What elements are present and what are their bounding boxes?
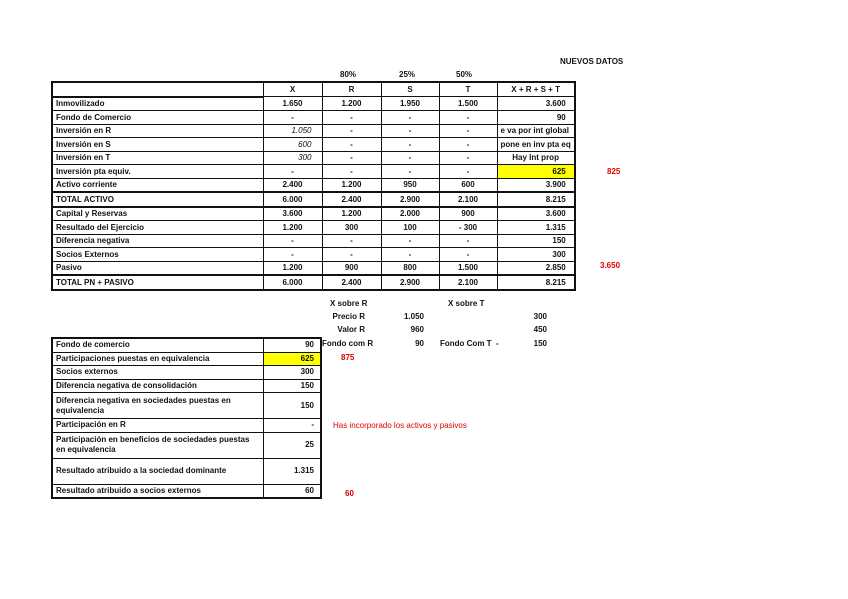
cell-t: 900	[439, 207, 497, 221]
calc-t-fondo: 150	[533, 339, 547, 348]
note-incorporado: Has incorporado los activos y pasivos	[333, 421, 467, 430]
cell-s: -	[381, 151, 439, 165]
cell-t: -	[439, 234, 497, 248]
cell-xrst: 8.215	[497, 275, 575, 290]
cell-x: 1.650	[263, 97, 322, 111]
row-label: Inversión en S	[52, 138, 263, 152]
summary-value: 150	[263, 393, 321, 419]
cell-s: 1.950	[381, 97, 439, 111]
table-row	[52, 234, 575, 248]
row-label: Activo corriente	[52, 178, 263, 192]
cell-xrst: 8.215	[497, 192, 575, 207]
cell-t: -	[439, 248, 497, 262]
summary-value: 1.315	[263, 458, 321, 484]
cell-s: -	[381, 234, 439, 248]
summary-value: 625	[263, 352, 321, 366]
table-row	[52, 261, 575, 275]
summary-label: Socios externos	[52, 366, 263, 380]
cell-x: -	[263, 165, 322, 179]
cell-t: 1.500	[439, 97, 497, 111]
calc-t-title: X sobre T	[448, 299, 485, 308]
cell-s: 800	[381, 261, 439, 275]
cell-xrst: 90	[497, 111, 575, 125]
cell-x: 3.600	[263, 207, 322, 221]
cell-x: -	[263, 234, 322, 248]
cell-r: -	[322, 124, 381, 138]
table-row	[52, 111, 575, 125]
row-label: Diferencia negativa	[52, 234, 263, 248]
percentage-t: 50%	[456, 70, 473, 79]
summary-row	[52, 366, 321, 380]
summary-value: 150	[263, 379, 321, 393]
cell-r: 300	[322, 221, 381, 235]
summary-value: -	[263, 419, 321, 433]
nuevos-datos-heading: NUEVOS DATOS	[560, 57, 624, 66]
percentage-s: 25%	[399, 70, 416, 79]
cell-x: -	[263, 248, 322, 262]
calc-t-valor: 450	[533, 325, 547, 334]
calc-r-precio-label: Precio R	[332, 312, 365, 321]
row-label: Inversión en R	[52, 124, 263, 138]
row-label: TOTAL PN + PASIVO	[52, 275, 263, 290]
summary-table	[51, 337, 322, 499]
balance-table	[51, 81, 576, 291]
cell-t: -	[439, 165, 497, 179]
summary-label: Participación en R	[52, 419, 263, 433]
cell-s: -	[381, 111, 439, 125]
cell-s: -	[381, 165, 439, 179]
column-header: R	[322, 82, 381, 97]
cell-r: 900	[322, 261, 381, 275]
table-row	[52, 138, 575, 152]
summary-value: 90	[263, 338, 321, 352]
cell-x: 1.200	[263, 221, 322, 235]
summary-label: Resultado atribuido a la sociedad dominante	[52, 458, 263, 484]
cell-r: -	[322, 138, 381, 152]
summary-label: Resultado atribuido a socios externos	[52, 484, 263, 498]
calc-r-fondo-label: Fondo com R	[322, 339, 374, 348]
row-label: Capital y Reservas	[52, 207, 263, 221]
cell-xrst: Hay Int prop	[497, 151, 575, 165]
cell-t: -	[439, 111, 497, 125]
cell-r: 1.200	[322, 178, 381, 192]
cell-t: 2.100	[439, 275, 497, 290]
summary-label: Participaciones puestas en equivalencia	[52, 352, 263, 366]
cell-xrst: 1.315	[497, 221, 575, 235]
cell-r: -	[322, 234, 381, 248]
summary-label: Diferencia negativa de consolidación	[52, 379, 263, 393]
cell-r: -	[322, 151, 381, 165]
column-header: X + R + S + T	[497, 82, 575, 97]
summary-label: Diferencia negativa en sociedades puestas en equivalencia	[52, 393, 263, 419]
summary-label: Participación en beneficios de sociedades puestas en equivalencia	[52, 432, 263, 458]
table-row	[52, 165, 575, 179]
table-row	[52, 151, 575, 165]
calc-r-valor: 960	[410, 325, 424, 334]
note-3650: 3.650	[600, 261, 621, 270]
calc-r-precio: 1.050	[403, 312, 424, 321]
calc-r-valor-label: Valor R	[337, 325, 365, 334]
summary-row	[52, 458, 321, 484]
cell-x: 2.400	[263, 178, 322, 192]
summary-row	[52, 338, 321, 352]
row-label: Socios Externos	[52, 248, 263, 262]
cell-r: 2.400	[322, 192, 381, 207]
cell-xrst: pone en inv pta eq	[497, 138, 575, 152]
row-label: Pasivo	[52, 261, 263, 275]
column-header: X	[263, 82, 322, 97]
header-row	[52, 82, 575, 97]
cell-xrst: 3.600	[497, 97, 575, 111]
calc-r-title: X sobre R	[330, 299, 368, 308]
cell-r: 2.400	[322, 275, 381, 290]
cell-t: - 300	[439, 221, 497, 235]
blank-cell	[52, 82, 263, 97]
summary-row	[52, 393, 321, 419]
calc-r-fondo: 90	[415, 339, 424, 348]
summary-row	[52, 352, 321, 366]
cell-t: -	[439, 124, 497, 138]
percentage-r: 80%	[340, 70, 357, 79]
cell-r: -	[322, 248, 381, 262]
summary-value: 60	[263, 484, 321, 498]
summary-row	[52, 379, 321, 393]
row-label: Inversión pta equiv.	[52, 165, 263, 179]
cell-s: 2.900	[381, 192, 439, 207]
cell-s: 100	[381, 221, 439, 235]
table-row	[52, 275, 575, 290]
cell-xrst: 3.600	[497, 207, 575, 221]
summary-row	[52, 432, 321, 458]
cell-xrst: 625	[497, 165, 575, 179]
cell-s: -	[381, 248, 439, 262]
calc-t-precio: 300	[533, 312, 547, 321]
cell-s: -	[381, 124, 439, 138]
cell-x: -	[263, 111, 322, 125]
cell-x: 6.000	[263, 192, 322, 207]
table-row	[52, 97, 575, 111]
cell-t: 600	[439, 178, 497, 192]
cell-xrst: 3.900	[497, 178, 575, 192]
summary-label: Fondo de comercio	[52, 338, 263, 352]
summary-value: 25	[263, 432, 321, 458]
cell-xrst: e va por int global	[497, 124, 575, 138]
cell-t: 2.100	[439, 192, 497, 207]
summary-row	[52, 484, 321, 498]
row-label: Fondo de Comercio	[52, 111, 263, 125]
row-label: Inmovilizado	[52, 97, 263, 111]
cell-x: 1.200	[263, 261, 322, 275]
cell-s: -	[381, 138, 439, 152]
summary-value: 300	[263, 366, 321, 380]
note-60: 60	[345, 489, 354, 498]
note-875: 875	[341, 353, 355, 362]
cell-x: 300	[263, 151, 322, 165]
cell-t: -	[439, 151, 497, 165]
summary-row	[52, 419, 321, 433]
cell-xrst: 150	[497, 234, 575, 248]
cell-x: 1.050	[263, 124, 322, 138]
row-label: Resultado del Ejercicio	[52, 221, 263, 235]
cell-r: 1.200	[322, 207, 381, 221]
cell-r: -	[322, 165, 381, 179]
table-row	[52, 221, 575, 235]
column-header: S	[381, 82, 439, 97]
table-row	[52, 192, 575, 207]
cell-xrst: 2.850	[497, 261, 575, 275]
cell-x: 6.000	[263, 275, 322, 290]
cell-t: -	[439, 138, 497, 152]
cell-xrst: 300	[497, 248, 575, 262]
row-label: TOTAL ACTIVO	[52, 192, 263, 207]
column-header: T	[439, 82, 497, 97]
table-row	[52, 178, 575, 192]
cell-s: 2.000	[381, 207, 439, 221]
cell-x: 600	[263, 138, 322, 152]
table-row	[52, 124, 575, 138]
cell-s: 2.900	[381, 275, 439, 290]
note-825: 825	[607, 167, 621, 176]
cell-r: 1.200	[322, 97, 381, 111]
cell-t: 1.500	[439, 261, 497, 275]
table-row	[52, 248, 575, 262]
table-row	[52, 207, 575, 221]
row-label: Inversión en T	[52, 151, 263, 165]
cell-s: 950	[381, 178, 439, 192]
calc-t-fondo-label: Fondo Com T -	[440, 339, 499, 348]
cell-r: -	[322, 111, 381, 125]
